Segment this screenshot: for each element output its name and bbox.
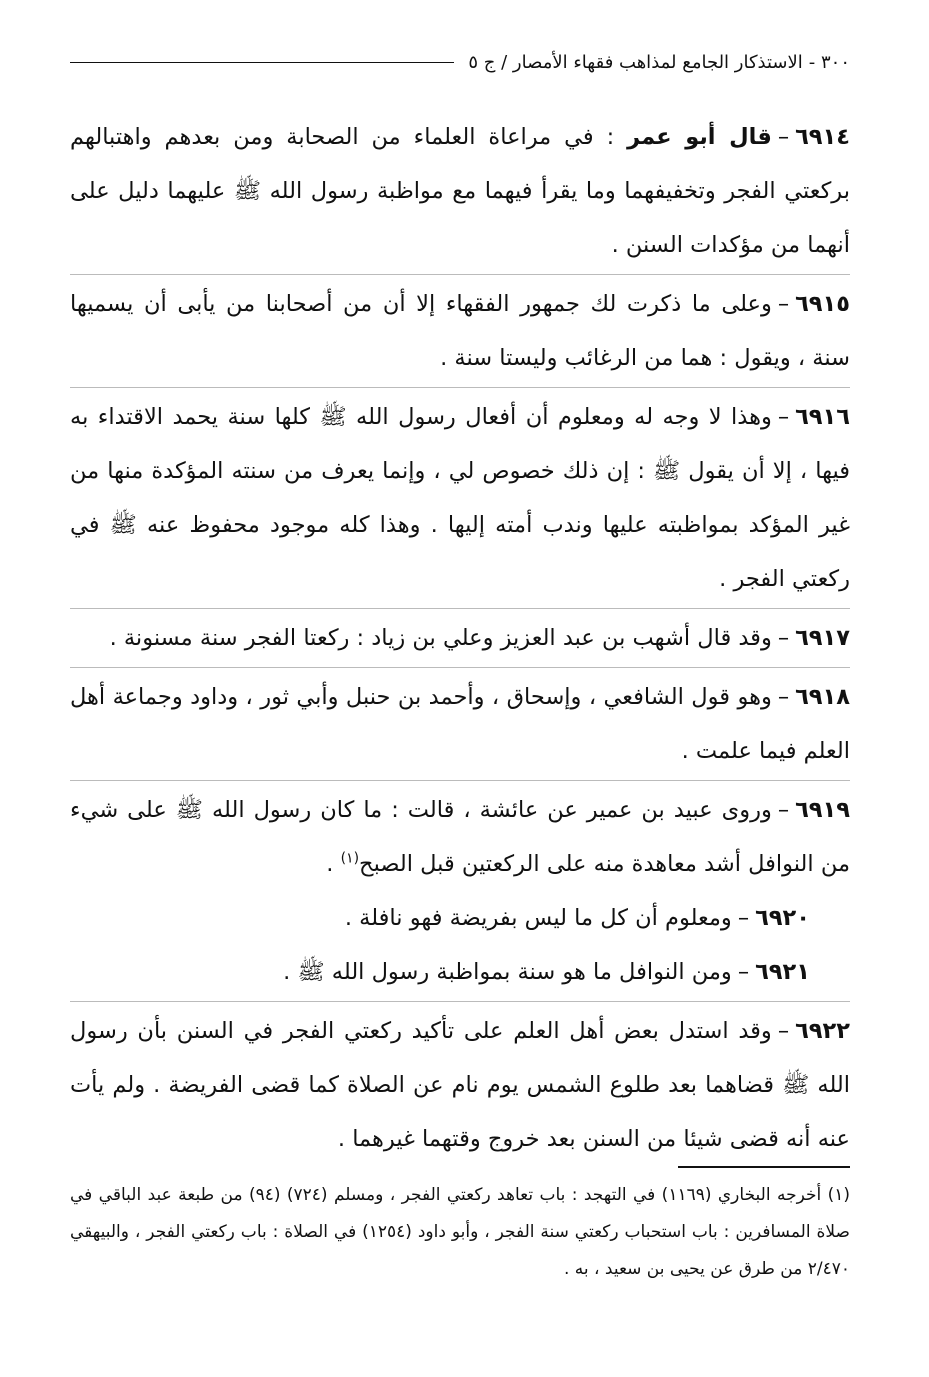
paragraph-6920: ٦٩٢٠–ومعلوم أن كل ما ليس بفريضة فهو نافلة . — [344, 905, 810, 931]
paragraph-divider — [70, 667, 850, 668]
speaker-name: قال أبو عمر — [627, 124, 772, 150]
paragraph-divider — [70, 387, 850, 388]
page-number: ٣٠٠ - — [808, 52, 850, 73]
paragraph-number: ٦٩١٨ — [795, 684, 850, 710]
paragraph-number: ٦٩١٦ — [795, 404, 850, 430]
paragraph-6918: ٦٩١٨–وهو قول الشافعي ، وإسحاق ، وأحمد بن حنبل وأبي ثور ، وداود وجماعة أهل العلم فيما علمت . — [70, 684, 850, 764]
paragraph-number: ٦٩٢٠ — [755, 905, 810, 931]
paragraph-text: ومعلوم أن كل ما ليس بفريضة فهو نافلة . — [344, 905, 732, 931]
main-text — [70, 110, 850, 1166]
paragraph-text: وقد استدل بعض أهل العلم على تأكيد ركعتي الفجر في السنن بأن رسول الله ﷺ قضاهما بعد طلوع الشمس يوم نام عن الصلاة كما قضى الفريضة . ولم يأت عنه أنه قضى شيئا من السنن بعد خروج وقتهما غيرهما . — [70, 1018, 850, 1152]
running-title: الاستذكار الجامع لمذاهب فقهاء الأمصار / ج ٥ — [468, 52, 803, 73]
paragraph-text: وهذا لا وجه له ومعلوم أن أفعال رسول الله ﷺ كلها سنة يحمد الاقتداء به فيها ، إلا أن يقول ﷺ : إن ذلك خصوص لي ، وإنما يعرف من سنته المؤكدة منها من غير المؤكد بمواظبته عليها وندب أمته إليها . وهذا كله موجود محفوظ عنه ﷺ في ركعتي الفجر . — [70, 404, 850, 592]
paragraph-text: : في مراعاة العلماء من الصحابة ومن بعدهم واهتبالهم بركعتي الفجر وتخفيفهما وما يقرأ فيهما مع مواظبة رسول الله ﷺ عليهما دليل على أنهما من مؤكدات السنن . — [70, 124, 850, 258]
paragraph-6922: ٦٩٢٢–وقد استدل بعض أهل العلم على تأكيد ركعتي الفجر في السنن بأن رسول الله ﷺ قضاهما بعد طلوع الشمس يوم نام عن الصلاة كما قضى الفريضة . ولم يأت عنه أنه قضى شيئا من السنن بعد خروج وقتهما غيرهما . — [70, 1018, 850, 1152]
paragraph-tail: . — [326, 851, 334, 877]
footnotes — [70, 1177, 850, 1288]
paragraph-divider — [70, 1001, 850, 1002]
footnote-reference[interactable]: (١) — [340, 850, 360, 867]
paragraph-number: ٦٩١٩ — [795, 797, 850, 823]
paragraph-text: وقد قال أشهب بن عبد العزيز وعلي بن زياد : ركعتا الفجر سنة مسنونة . — [109, 625, 772, 651]
paragraph-text: وهو قول الشافعي ، وإسحاق ، وأحمد بن حنبل وأبي ثور ، وداود وجماعة أهل العلم فيما علمت . — [70, 684, 850, 764]
paragraph-6921: ٦٩٢١–ومن النوافل ما هو سنة بمواظبة رسول الله ﷺ . — [283, 959, 810, 985]
running-header — [70, 52, 850, 73]
paragraph-text: وروى عبيد بن عمير عن عائشة ، قالت : ما كان رسول الله ﷺ على شيء من النوافل أشد معاهدة منه على الركعتين قبل الصبح — [70, 797, 850, 877]
paragraph-text: وعلى ما ذكرت لك جمهور الفقهاء إلا أن من أصحابنا من يأبى أن يسميها سنة ، ويقول : هما من الرغائب وليستا سنة . — [70, 291, 850, 371]
paragraph-6914: ٦٩١٤–قال أبو عمر : في مراعاة العلماء من الصحابة ومن بعدهم واهتبالهم بركعتي الفجر وتخفيفهما وما يقرأ فيهما مع مواظبة رسول الله ﷺ عليهما دليل على أنهما من مؤكدات السنن . — [70, 124, 850, 258]
paragraph-6919: ٦٩١٩–وروى عبيد بن عمير عن عائشة ، قالت : ما كان رسول الله ﷺ على شيء من النوافل أشد معاهدة منه على الركعتين قبل الصبح$^{(١)}$ . — [70, 797, 850, 877]
paragraph-text: ومن النوافل ما هو سنة بمواظبة رسول الله ﷺ . — [283, 959, 732, 985]
paragraph-divider — [70, 780, 850, 781]
paragraph-number: ٦٩١٥ — [795, 291, 850, 317]
paragraph-number: ٦٩١٤ — [795, 124, 850, 150]
paragraph-6916: ٦٩١٦–وهذا لا وجه له ومعلوم أن أفعال رسول الله ﷺ كلها سنة يحمد الاقتداء به فيها ، إلا أن يقول ﷺ : إن ذلك خصوص لي ، وإنما يعرف من سنته المؤكدة منها من غير المؤكد بمواظبته عليها وندب أمته إليها . وهذا كله موجود محفوظ عنه ﷺ في ركعتي الفجر . — [70, 404, 850, 592]
footnote-1: (١) أخرجه البخاري (١١٦٩) في التهجد : باب تعاهد ركعتي الفجر ، ومسلم (٧٢٤) (٩٤) من طبعة عبد الباقي في صلاة المسافرين : باب استحباب ركعتي سنة الفجر ، وأبو داود (١٢٥٤) في الصلاة : باب ركعتي الفجر ، والبيهقي ٢/٤٧٠ من طرق عن يحيى بن سعيد ، به . — [70, 1185, 850, 1279]
paragraph-6917: ٦٩١٧–وقد قال أشهب بن عبد العزيز وعلي بن زياد : ركعتا الفجر سنة مسنونة . — [109, 625, 850, 651]
header-rule — [70, 62, 454, 63]
paragraph-divider — [70, 608, 850, 609]
paragraph-number: ٦٩١٧ — [795, 625, 850, 651]
footnote-rule — [678, 1166, 850, 1168]
paragraph-number: ٦٩٢٢ — [795, 1018, 850, 1044]
paragraph-number: ٦٩٢١ — [755, 959, 810, 985]
paragraph-divider — [70, 274, 850, 275]
paragraph-6915: ٦٩١٥–وعلى ما ذكرت لك جمهور الفقهاء إلا أن من أصحابنا من يأبى أن يسميها سنة ، ويقول : هما من الرغائب وليستا سنة . — [70, 291, 850, 371]
